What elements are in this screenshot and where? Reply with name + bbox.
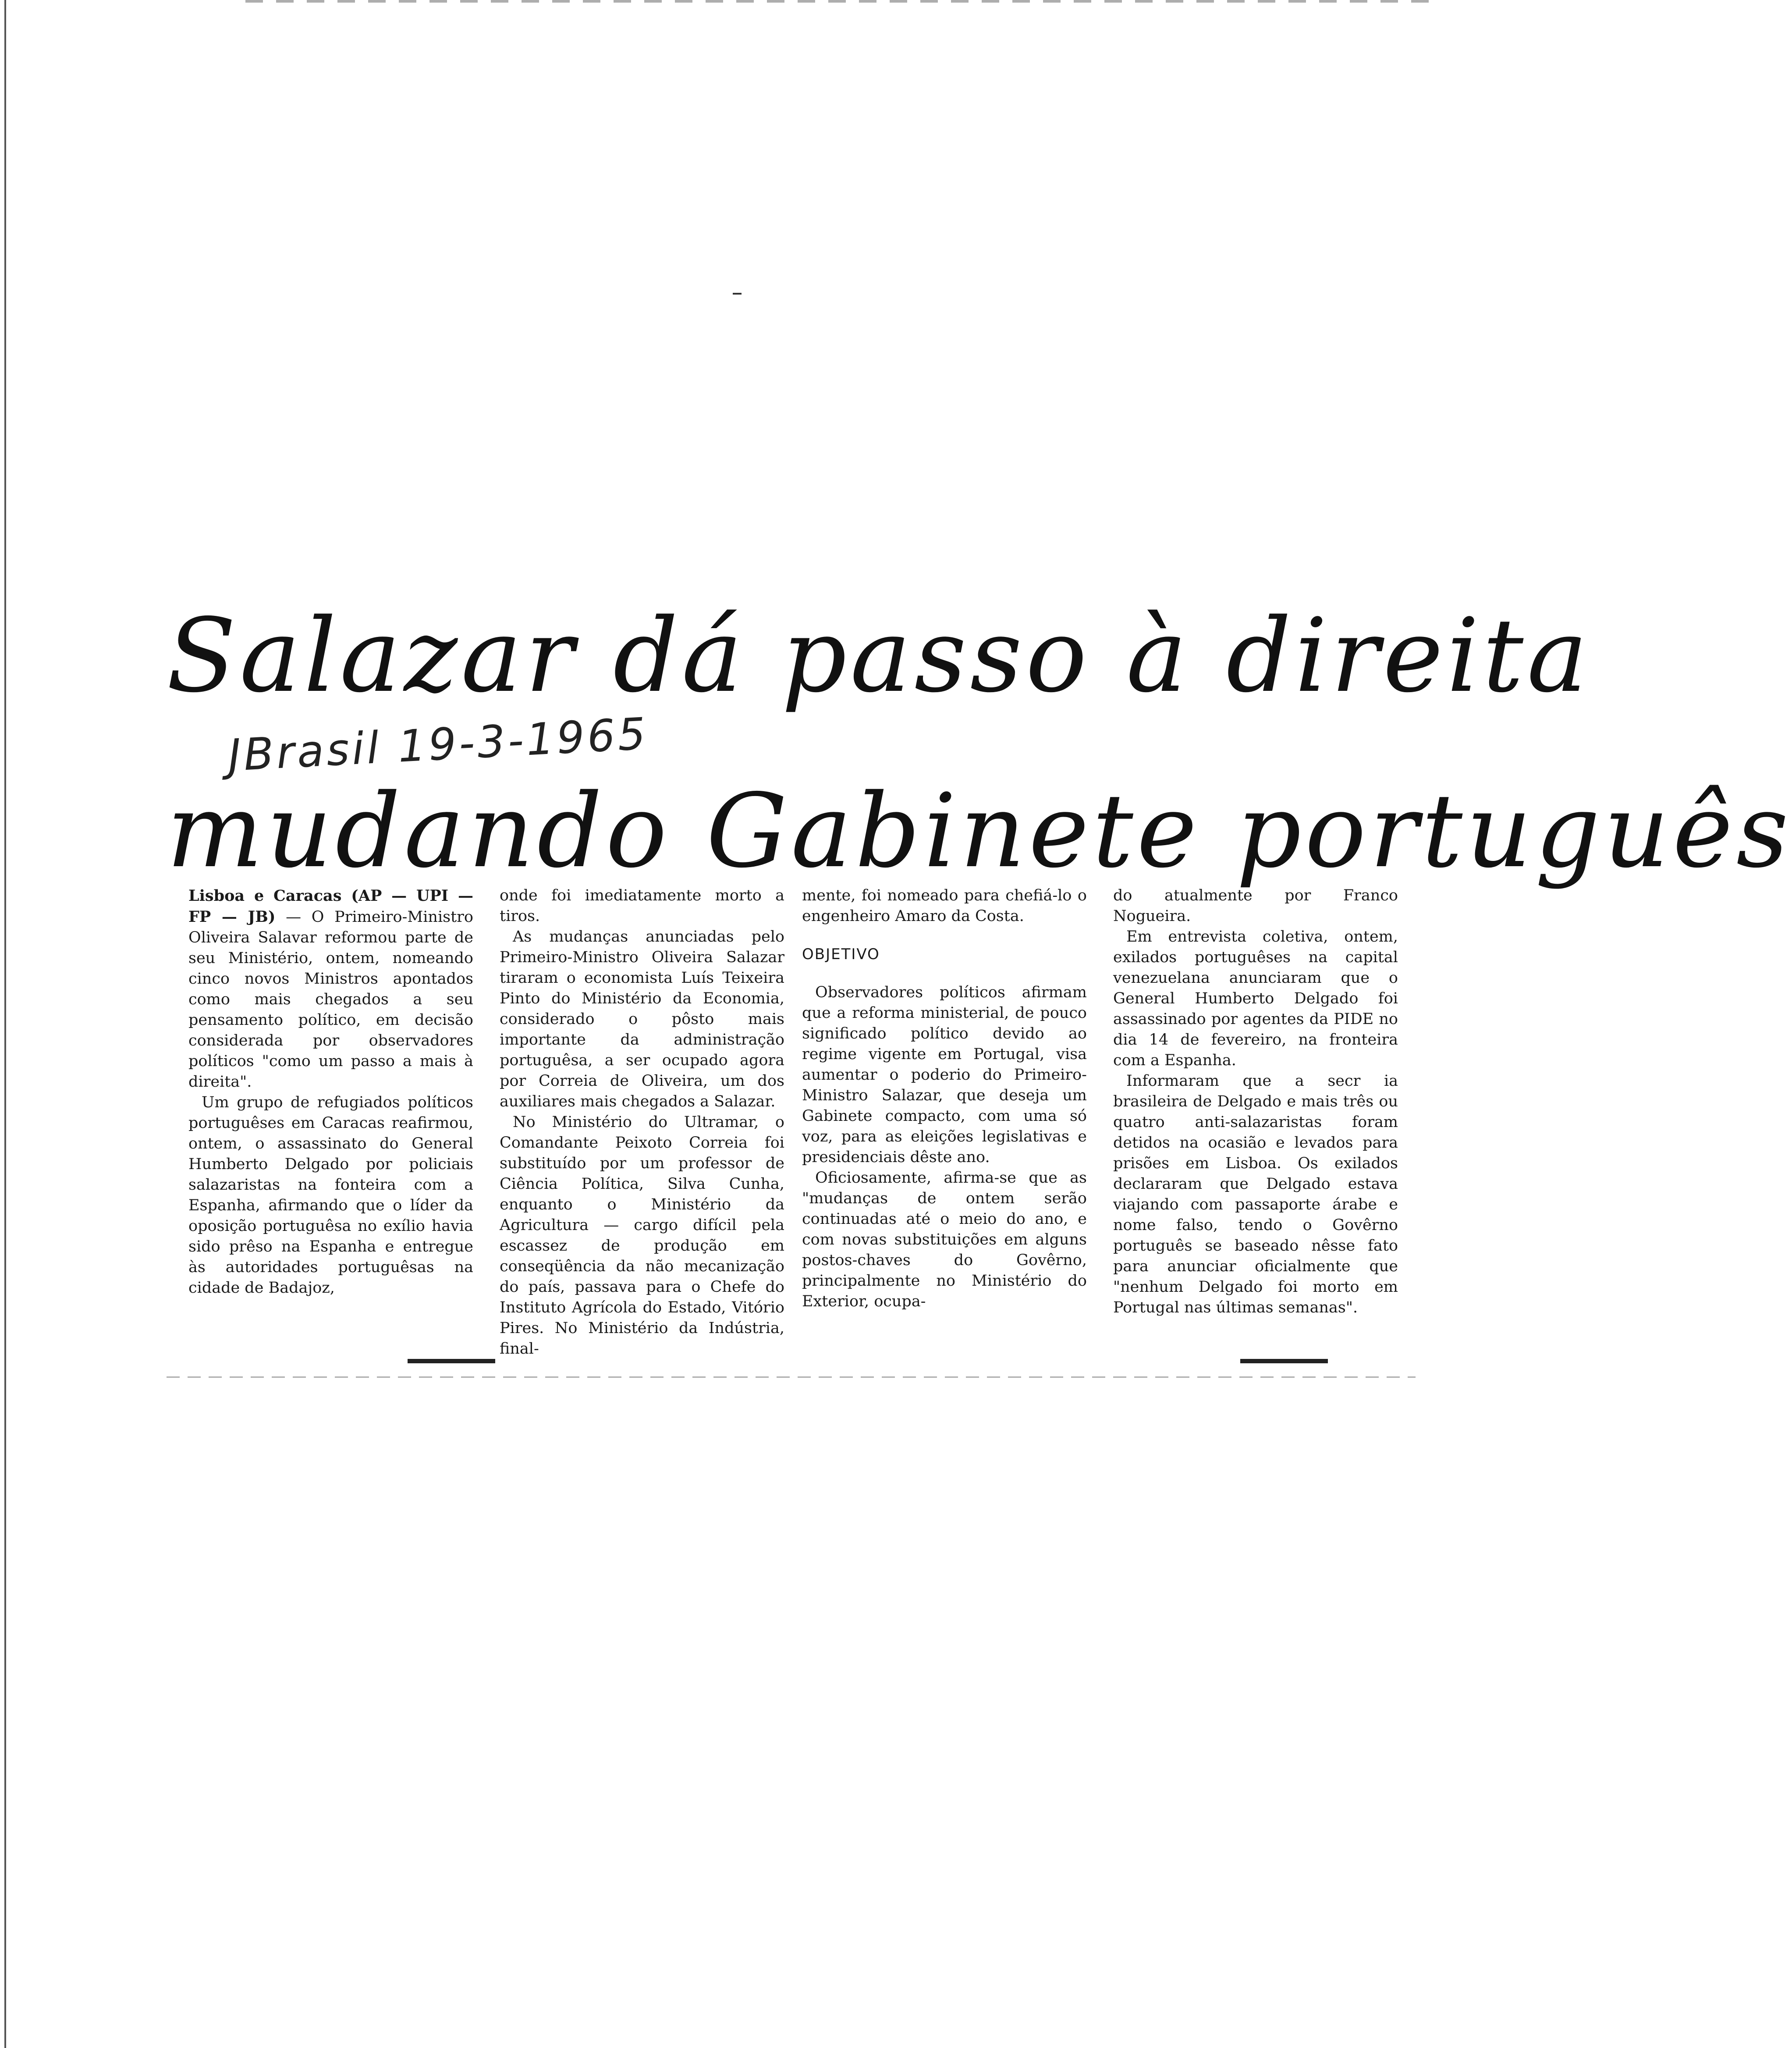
article-paragraph: Lisboa e Caracas (AP — UPI — FP — JB) — O Primeiro-Ministro Oliveira Salavar reformou parte de seu Ministério, ontem, nomeando cinco novos Ministros apontados como mais chegados a seu pensamento político, em decisão considerada por observadores políticos "como um passo a mais à direita". xyxy=(188,887,473,1091)
column-end-mark xyxy=(408,1359,495,1363)
article-column-1 xyxy=(188,885,473,1368)
article-paragraph: Um grupo de refugiados políticos portuguêses em Caracas reafirmou, ontem, o assassinato do General Humberto Delgado por policiais salazaristas na fonteira com a Espanha, afirmando que o líder da oposição portuguêsa no exílio havia sido prêso na Espanha e entregue às autoridades portuguêsas na cidade de Badajoz, xyxy=(188,1094,473,1297)
headline-line-1: Salazar dá passo à direita xyxy=(167,597,1591,715)
article-paragraph: Em entrevista coletiva, ontem, exilados portuguêses na capital venezuelana anunciaram que o General Humberto Delgado foi assassinado por agentes da PIDE no dia 14 de fevereiro, na fronteira com a Espanha. xyxy=(1113,928,1398,1069)
bottom-rule xyxy=(167,1376,1416,1378)
dateline: Lisboa e Caracas (AP — UPI — FP — JB) xyxy=(188,887,473,926)
article-paragraph: do atualmente por Franco Nogueira. xyxy=(1113,887,1398,925)
article-paragraph: Observadores políticos afirmam que a reforma ministerial, de pouco significado político devido ao regime vigente em Portugal, visa aumentar o poderio do Primeiro-Ministro Salazar, que deseja um Gabinete compacto, com uma só voz, para as eleições legislativas e presidenciais dêste ano. xyxy=(802,984,1087,1166)
article-paragraph: No Ministério do Ultramar, o Comandante Peixoto Correia foi substituído por um professor de Ciência Política, Silva Cunha, enquanto o Ministério da Agricultura — cargo difícil pela escassez de produção em conseqüência da não mecanização do país, passava para o Chefe do Instituto Agrícola do Estado, Vitório Pires. No Ministério da Indústria, final- xyxy=(500,1113,784,1358)
stray-mark xyxy=(733,293,742,295)
scan-top-line xyxy=(245,0,1429,3)
scan-edge xyxy=(4,0,6,2048)
article-column-2 xyxy=(500,885,784,1368)
article-paragraph: onde foi imediatamente morto a tiros. xyxy=(500,887,784,925)
article-paragraph: Oficiosamente, afirma-se que as "mudanças de ontem serão continuadas até o meio do ano, e com novas substituições em alguns postos-chaves do Govêrno, principalmente no Ministério do Exterior, ocupa- xyxy=(802,1169,1087,1310)
article-column-4 xyxy=(1113,885,1398,1368)
section-subhead: OBJETIVO xyxy=(802,946,880,963)
article-body xyxy=(188,885,1407,1376)
column-end-mark xyxy=(1240,1359,1328,1363)
headline-line-2: mudando Gabinete português xyxy=(167,772,1792,890)
article-column-3 xyxy=(802,885,1087,1368)
article-paragraph: Informaram que a secr ia brasileira de Delgado e mais três ou quatro anti-salazaristas foram detidos na ocasião e levados para prisões em Lisboa. Os exilados declararam que Delgado estava viajando com passaporte árabe e nome falso, tendo o Govêrno português se baseado nêsse fato para anunciar oficialmente que "nenhum Delgado foi morto em Portugal nas últimas semanas". xyxy=(1113,1072,1398,1316)
handwritten-source-note: JBrasil 19-3-1965 xyxy=(227,708,649,782)
article-paragraph: mente, foi nomeado para chefiá-lo o engenheiro Amaro da Costa. xyxy=(802,887,1087,925)
article-paragraph: As mudanças anunciadas pelo Primeiro-Ministro Oliveira Salazar tiraram o economista Luís Teixeira Pinto do Ministério da Economia, considerado o pôsto mais importante da administração portuguêsa, a ser ocupado agora por Correia de Oliveira, um dos auxiliares mais chegados a Salazar. xyxy=(500,928,784,1110)
